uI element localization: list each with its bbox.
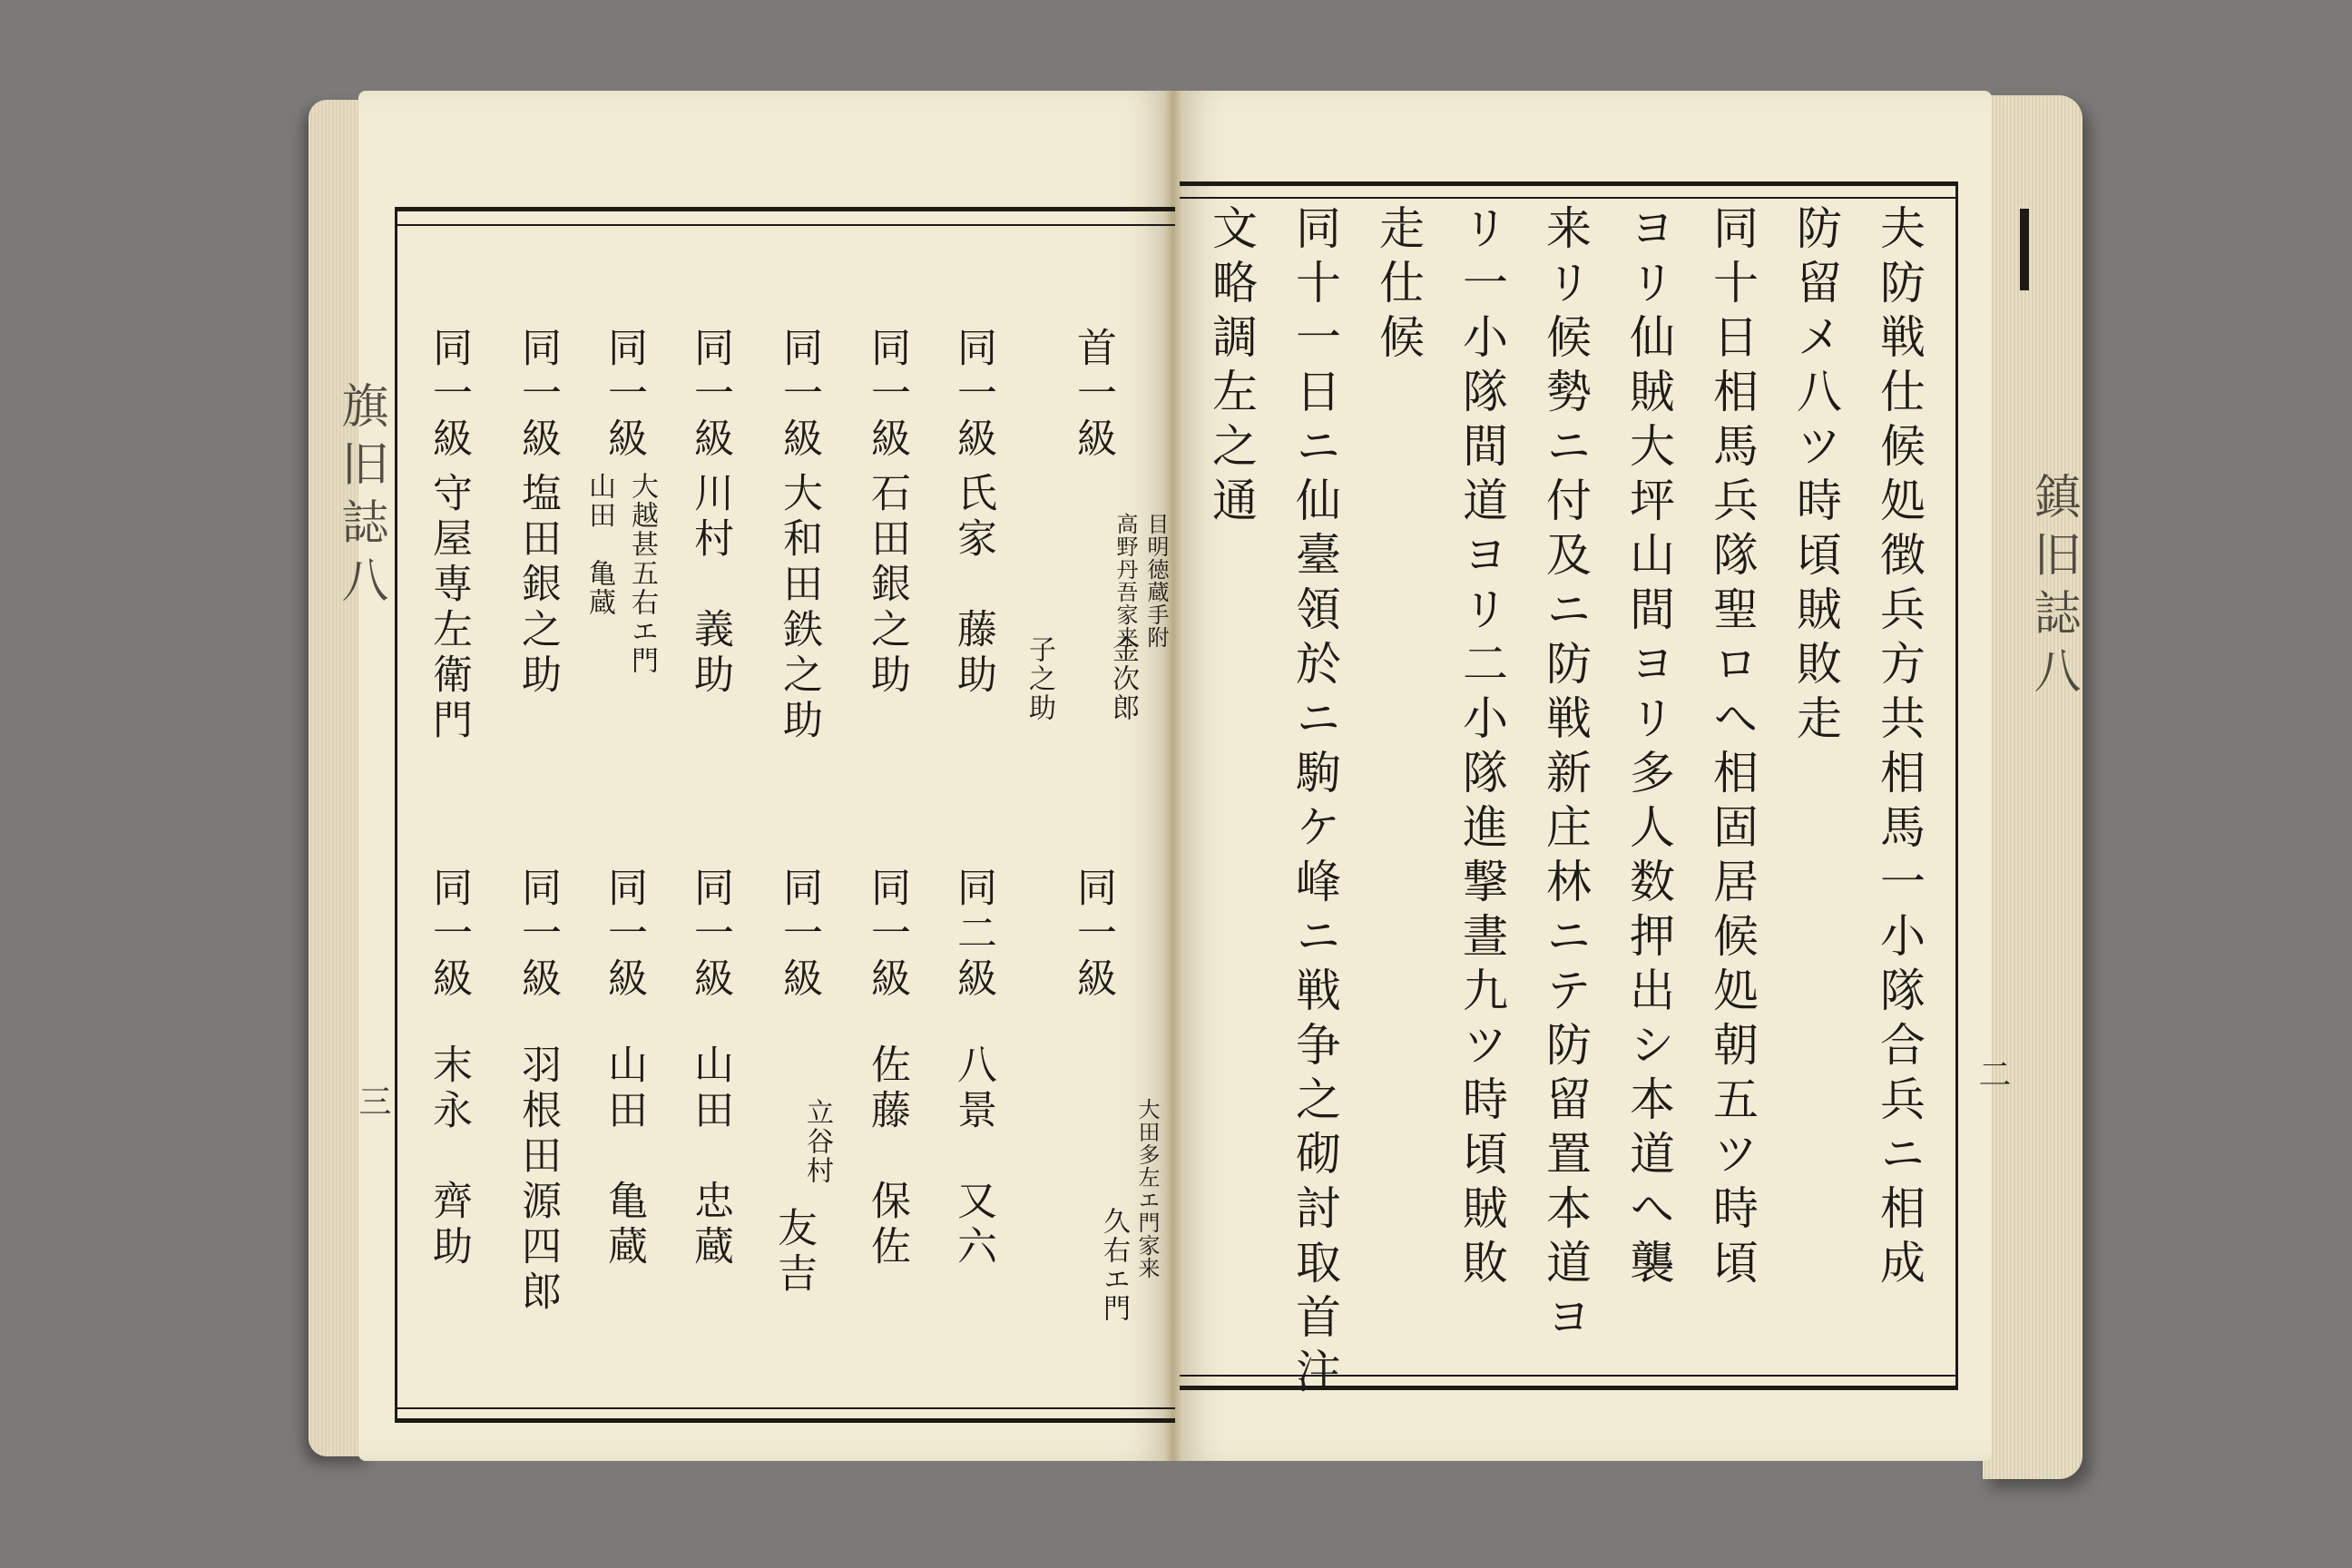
right-page-stack <box>1983 95 2082 1479</box>
entry-rank: 同一級 <box>776 327 822 463</box>
entry-name: 氏家 藤助 <box>950 472 996 699</box>
entry-name: 佐藤 保佐 <box>864 1044 910 1270</box>
text-column: 同十日相馬兵隊聖ロへ相固居候処朝五ツ時頃 <box>1706 204 1759 1293</box>
text-column: 来リ候勢ニ付及ニ防戦新庄林ニテ防留置本道ヨ <box>1539 204 1592 1348</box>
entry-name: 八景 又六 <box>950 1044 996 1270</box>
entry-name: 塩田銀之助 <box>514 472 561 699</box>
entry-name: 石田銀之助 <box>864 472 910 699</box>
entry-note: 大田多左エ門家来 <box>1134 1098 1160 1279</box>
entry-rank: 同一級 <box>426 327 472 463</box>
entry-name: 久右エ門 <box>1098 1207 1130 1323</box>
text-column: 同十一日ニ仙臺領於ニ駒ケ峰ニ戦争之砌討取首注 <box>1289 204 1341 1402</box>
text-column: 夫防戦仕候処徴兵方共相馬一小隊合兵ニ相成 <box>1873 204 1926 1293</box>
entry-name: 友吉 <box>770 1207 817 1298</box>
entry-name: 川村 義助 <box>687 472 733 699</box>
entry-rank: 同一級 <box>514 867 561 1003</box>
entry-rank: 首一級 <box>1070 327 1116 463</box>
entry-note: 目明徳蔵手附 <box>1143 513 1169 649</box>
entry-name: 末永 齊助 <box>426 1044 472 1270</box>
entry-name: 大越甚五右エ門 <box>626 472 658 675</box>
entry-name: 守屋専左衛門 <box>426 472 472 744</box>
entry-rank: 同一級 <box>864 867 910 1003</box>
entry-name: 金次郎 <box>1107 635 1139 722</box>
entry-rank: 同一級 <box>687 327 733 463</box>
right-folio: 二 <box>1974 1057 2011 1090</box>
entry-rank: 同一級 <box>950 327 996 463</box>
text-column: 文略調左之通 <box>1205 204 1258 531</box>
entry-note: 高野丹吾家来 <box>1112 513 1138 649</box>
entry-name: 大和田鉄之助 <box>776 472 822 744</box>
entry-name: 子之助 <box>1024 635 1055 722</box>
entry-rank: 同二級 <box>950 867 996 1003</box>
entry-name: 山田 亀蔵 <box>583 472 615 617</box>
left-folio: 三 <box>354 1084 391 1117</box>
page-edge-mark <box>2020 209 2029 290</box>
entry-rank: 同一級 <box>601 867 647 1003</box>
text-column: リ一小隊間道ヨリ二小隊進撃晝九ツ時頃賊敗 <box>1455 204 1508 1293</box>
left-spine-title: 旗旧誌八 <box>333 381 387 613</box>
text-column: 防留メ八ツ時頃賊敗走 <box>1789 204 1842 749</box>
entry-rank: 同一級 <box>776 867 822 1003</box>
entry-rank: 同一級 <box>687 867 733 1003</box>
entry-note: 立谷村 <box>801 1098 833 1185</box>
entry-rank: 同一級 <box>514 327 561 463</box>
text-column: ヨリ仙賊大坪山間ヨリ多人数押出シ本道へ襲 <box>1622 204 1675 1293</box>
text-column: 走仕候 <box>1372 204 1425 368</box>
entry-name: 羽根田源四郎 <box>514 1044 561 1316</box>
entry-name: 山田 亀蔵 <box>601 1044 647 1270</box>
entry-rank: 同一級 <box>864 327 910 463</box>
right-spine-title: 鎮旧誌八 <box>2025 472 2080 704</box>
entry-rank: 同一級 <box>601 327 647 463</box>
entry-rank: 同一級 <box>1070 867 1116 1003</box>
entry-rank: 同一級 <box>426 867 472 1003</box>
entry-name: 山田 忠蔵 <box>687 1044 733 1270</box>
